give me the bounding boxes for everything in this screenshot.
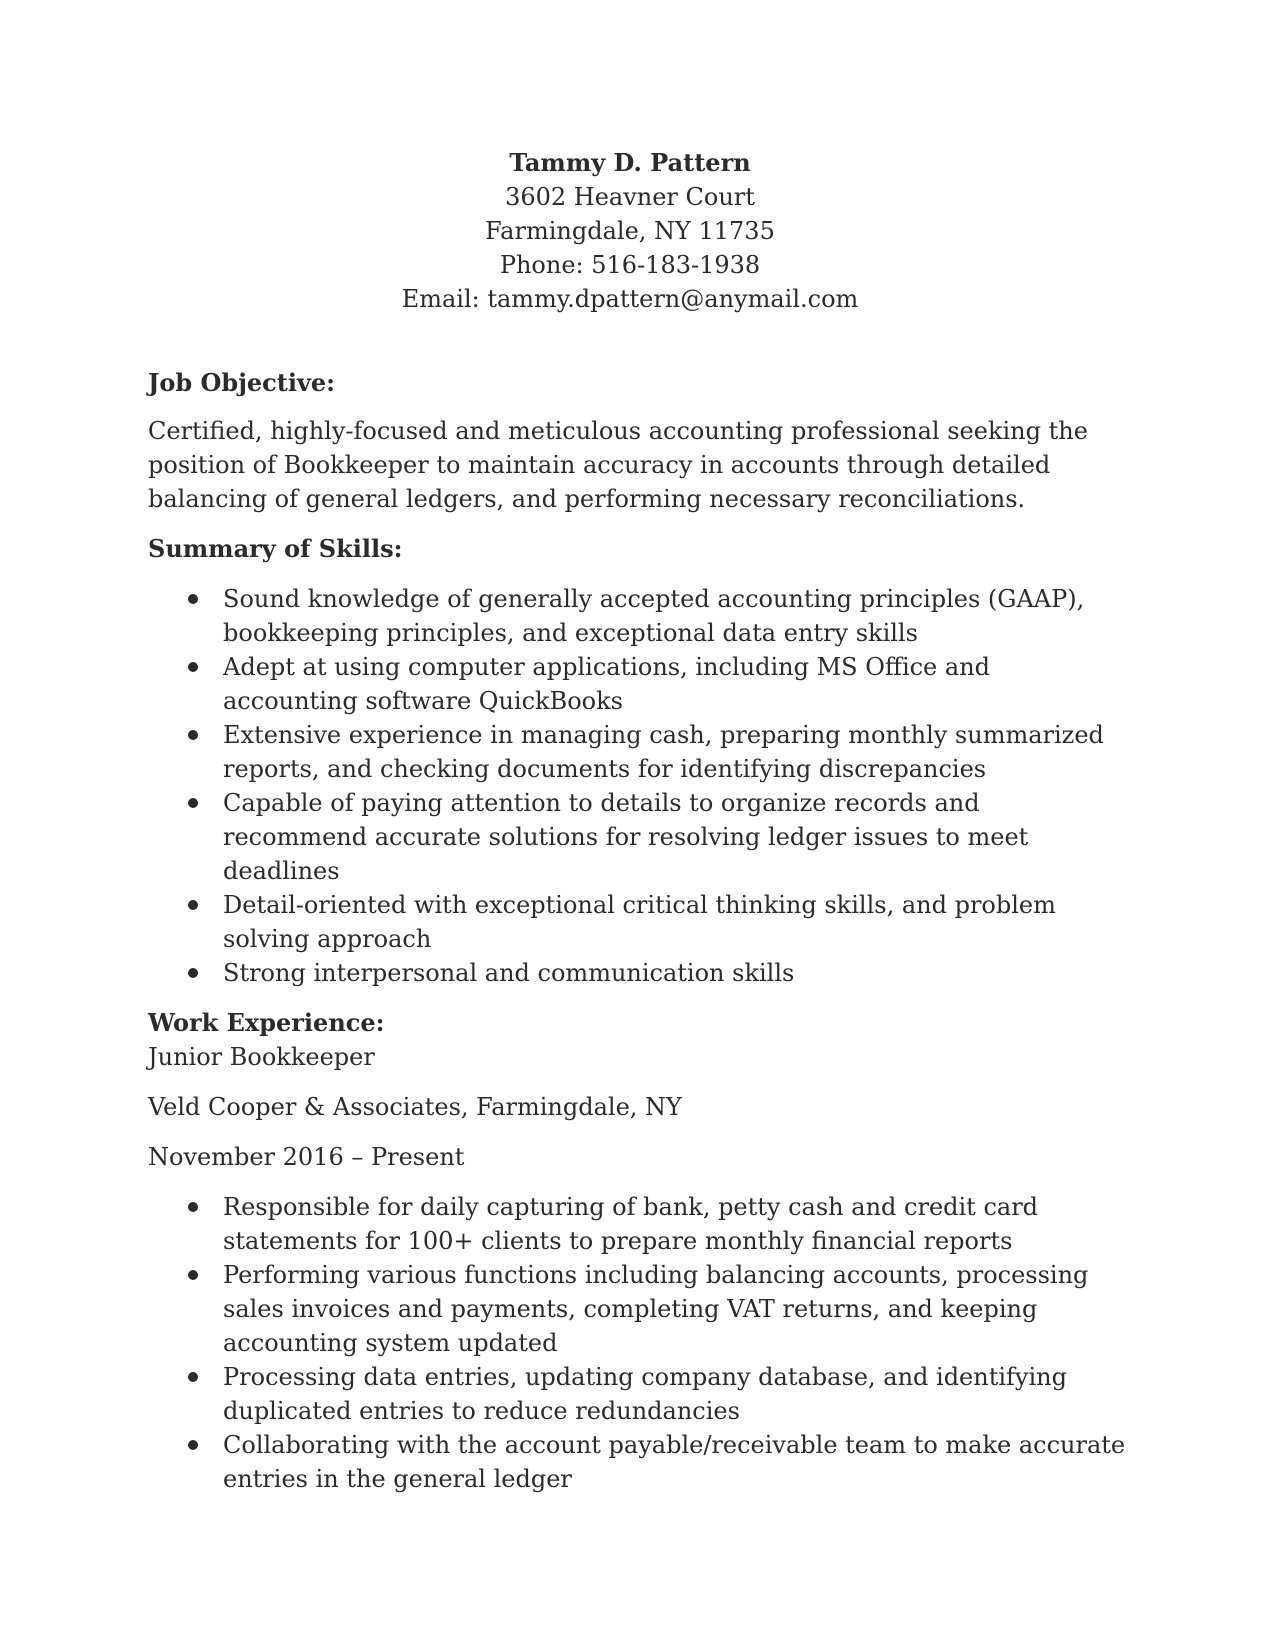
list-item [148,1360,1128,1428]
list-item [148,956,1128,990]
job-title: Junior Bookkeeper [148,1043,375,1071]
skill-text: Strong interpersonal and communication skills [223,959,795,987]
section-title-skills: Summary of Skills: [148,534,403,563]
list-item [148,1428,1128,1496]
skill-text: Sound knowledge of generally accepted accounting principles (GAAP), bookkeeping principles, and exceptional data entry skills [223,585,1085,647]
duty-text: Performing various functions including balancing accounts, processing sales invoices and payments, completing VAT returns, and keeping accounting system updated [223,1261,1089,1357]
bullet-icon [188,662,198,672]
skill-text: Extensive experience in managing cash, preparing monthly summarized reports, and checking documents for identifying discrepancies [223,721,1104,783]
skill-text: Capable of paying attention to details to organize records and recommend accurate solutions for resolving ledger issues to meet deadlines [223,789,1029,885]
job-dates: November 2016 – Present [148,1143,465,1171]
list-item [148,786,1128,888]
skill-text: Detail-oriented with exceptional critical thinking skills, and problem solving approach [223,891,1056,953]
candidate-name: Tammy D. Pattern [509,148,751,177]
duty-text: Processing data entries, updating company database, and identifying duplicated entries to reduce redundancies [223,1363,1067,1425]
bullet-icon [188,1202,198,1212]
bullet-icon [188,1440,198,1450]
resume-page [148,146,1128,1496]
email-line: Email: tammy.dpattern@anymail.com [401,285,859,313]
list-item [148,1258,1128,1360]
section-title-objective: Job Objective: [148,368,336,397]
bullet-icon [188,798,198,808]
skills-list [148,582,1128,990]
duty-text: Collaborating with the account payable/receivable team to make accurate entries in the general ledger [223,1431,1126,1493]
phone-line: Phone: 516-183-1938 [499,251,761,279]
bullet-icon [188,900,198,910]
address-line-2: Farmingdale, NY 11735 [485,217,775,245]
objective-text: Certified, highly-focused and meticulous accounting professional seeking the position of Bookkeeper to maintain accuracy in accounts through detailed balancing of general ledgers, and performing necessary reconciliations. [148,417,1088,513]
resume-header [140,146,1120,316]
list-item [148,888,1128,956]
list-item [148,1190,1128,1258]
bullet-icon [188,594,198,604]
section-title-work: Work Experience: [148,1008,385,1037]
bullet-icon [188,1372,198,1382]
list-item [148,650,1128,718]
list-item [148,582,1128,650]
address-line-1: 3602 Heavner Court [505,183,755,211]
work-duties-list [148,1190,1128,1496]
skill-text: Adept at using computer applications, including MS Office and accounting software QuickBooks [223,653,991,715]
bullet-icon [188,1270,198,1280]
bullet-icon [188,730,198,740]
bullet-icon [188,968,198,978]
duty-text: Responsible for daily capturing of bank, petty cash and credit card statements for 100+ clients to prepare monthly financial reports [223,1193,1039,1255]
job-company: Veld Cooper & Associates, Farmingdale, NY [148,1093,682,1121]
list-item [148,718,1128,786]
